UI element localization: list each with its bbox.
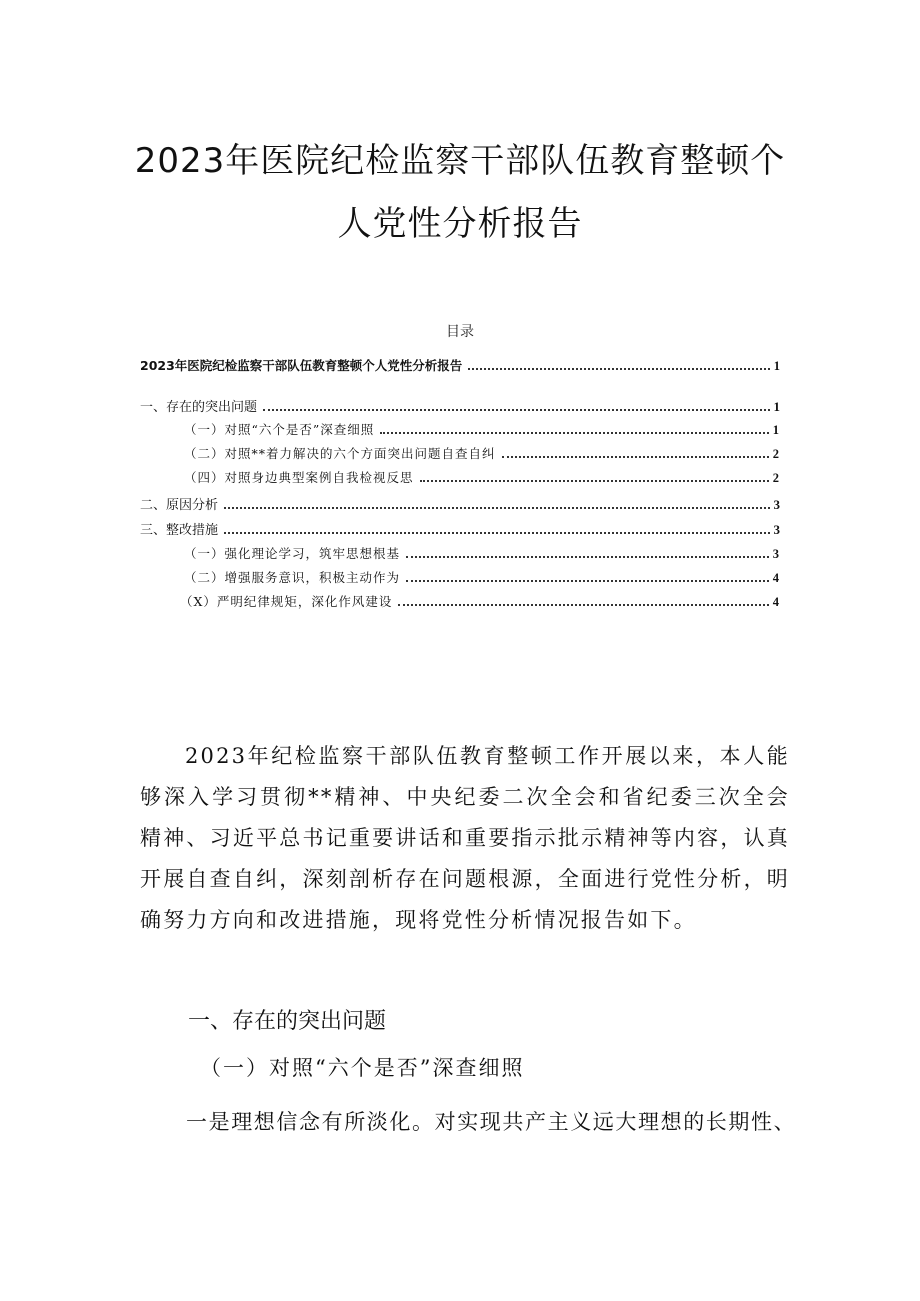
toc-leader-dots xyxy=(502,455,769,458)
toc-entry-label: （二）对照**着力解决的六个方面突出问题自查自纠 xyxy=(184,446,496,461)
toc-entry-label: （X）严明纪律规矩，深化作风建设 xyxy=(180,594,393,609)
section-heading: 一、存在的突出问题 xyxy=(188,1009,387,1034)
toc-leader-dots xyxy=(406,555,769,558)
toc-entry[interactable] xyxy=(140,356,780,374)
toc-entry[interactable] xyxy=(180,592,780,610)
toc-leader-dots xyxy=(406,579,769,582)
toc-entry-page: 3 xyxy=(773,522,780,537)
toc-entry-page: 3 xyxy=(773,497,780,512)
toc-entry-page: 1 xyxy=(772,423,780,437)
toc-entry[interactable] xyxy=(184,544,780,562)
toc-entry[interactable] xyxy=(184,468,780,486)
toc-heading: 目录 xyxy=(446,324,474,340)
toc-entry-label: （四）对照身边典型案例自我检视反思 xyxy=(184,470,414,485)
toc-leader-dots xyxy=(420,479,769,482)
toc-entry[interactable] xyxy=(140,494,780,512)
toc-leader-dots xyxy=(380,431,768,434)
toc-entry-page: 3 xyxy=(772,547,780,561)
body-paragraph: 一是理想信念有所淡化。对实现共产主义远大理想的长期性、 xyxy=(186,1110,796,1134)
toc-leader-dots xyxy=(398,603,768,606)
toc-entry[interactable] xyxy=(184,444,780,462)
toc-entry-page: 2 xyxy=(772,471,780,485)
toc-entry-label: （一）对照“六个是否”深查细照 xyxy=(184,422,375,437)
toc-entry[interactable] xyxy=(184,420,780,438)
toc-entry[interactable] xyxy=(140,519,780,537)
toc-entry[interactable] xyxy=(140,396,780,414)
document-title-line-1: 2023年医院纪检监察干部队伍教育整顿个 xyxy=(134,141,786,181)
toc-entry-page: 4 xyxy=(772,571,780,585)
toc-entry-page: 2 xyxy=(772,447,780,461)
toc-entry-page: 4 xyxy=(772,595,780,609)
toc-leader-dots xyxy=(263,408,769,411)
toc-leader-dots xyxy=(224,531,769,534)
intro-paragraph: 2023年纪检监察干部队伍教育整顿工作开展以来，本人能够深入学习贯彻**精神、中央纪委二次全会和省纪委三次全会精神、习近平总书记重要讲话和重要指示批示精神等内容，认真开展自查自纠，深刻剖析存在问题根源，全面进行党性分析，明确努力方向和改进措施，现将党性分析情况报告如下。 xyxy=(140,744,790,932)
toc-entry-label: （一）强化理论学习，筑牢思想根基 xyxy=(184,546,401,561)
toc-entry-page: 1 xyxy=(773,399,780,414)
toc-leader-dots xyxy=(224,506,769,509)
toc-entry-page: 1 xyxy=(773,359,780,373)
document-title-line-2: 人党性分析报告 xyxy=(337,204,583,244)
subsection-heading: （一）对照“六个是否”深查细照 xyxy=(200,1056,525,1080)
toc-entry[interactable] xyxy=(184,568,780,586)
toc-entry-label: 2023年医院纪检监察干部队伍教育整顿个人党性分析报告 xyxy=(140,358,463,373)
toc-entry-label: （二）增强服务意识，积极主动作为 xyxy=(184,570,401,585)
toc-entry-label: 二、原因分析 xyxy=(140,498,219,513)
toc-entry-label: 一、存在的突出问题 xyxy=(140,400,258,415)
toc-leader-dots xyxy=(468,367,769,370)
toc-entry-label: 三、整改措施 xyxy=(140,523,219,538)
